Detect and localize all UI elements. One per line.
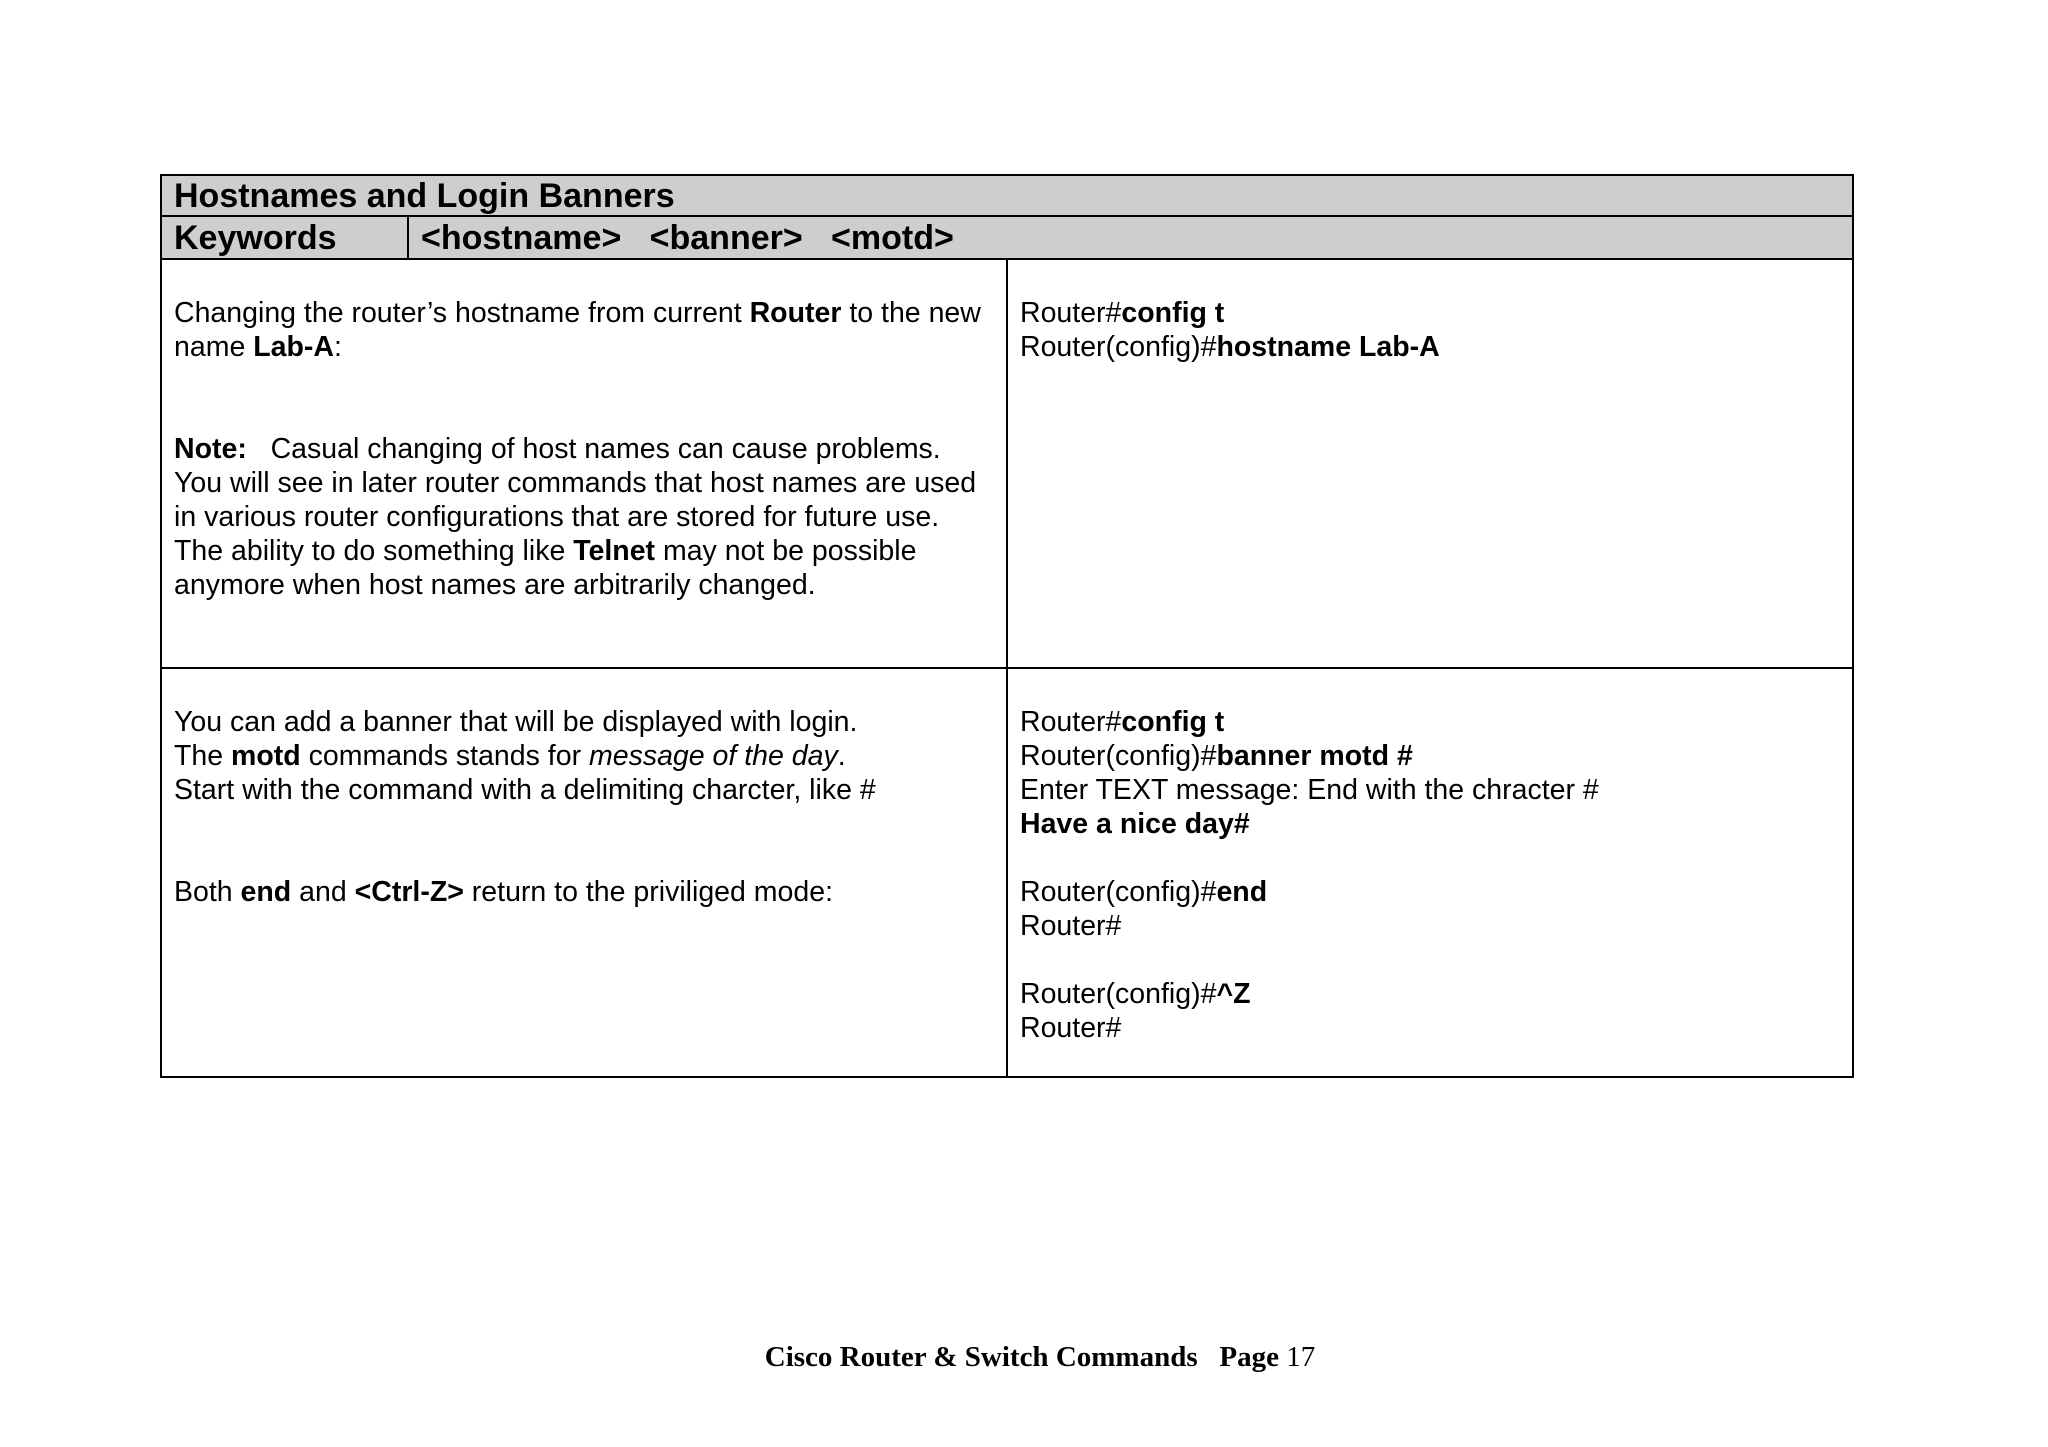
table-title-cell <box>161 175 1853 216</box>
command: config t <box>1121 297 1225 329</box>
ctrl-z-keyword: <Ctrl-Z> <box>354 876 464 908</box>
router-keyword: Router <box>749 297 842 329</box>
banner-line-2 <box>174 739 994 773</box>
footer-page-number: 17 <box>1286 1341 1316 1373</box>
text-span: to the new name <box>174 297 981 363</box>
command-line <box>1020 977 1840 1011</box>
command: end <box>1216 876 1268 908</box>
note-label: Note: <box>174 433 247 465</box>
command-line <box>1020 330 1840 364</box>
hostname-commands-cell <box>1007 259 1853 668</box>
keywords-values: <hostname> <banner> <motd> <box>421 218 954 257</box>
text-span: Both <box>174 876 241 908</box>
text-span: commands stands for <box>300 740 589 772</box>
motd-keyword: motd <box>231 740 301 772</box>
italic-phrase: message of the day <box>588 740 838 772</box>
hostname-description <box>174 296 994 364</box>
end-description <box>174 875 994 909</box>
banner-line-1: You can add a banner that will be displayed with login. <box>174 706 858 738</box>
prompt: Router(config)# <box>1020 978 1217 1010</box>
prompt-line: Router# <box>1020 1012 1122 1044</box>
command-line <box>1020 875 1840 909</box>
text-span: : <box>333 331 342 363</box>
end-keyword: end <box>240 876 292 908</box>
command: hostname Lab-A <box>1216 331 1440 363</box>
output-line: Enter TEXT message: End with the chracter # <box>1020 774 1599 806</box>
banner-description-cell <box>161 668 1007 1077</box>
text-span: The <box>174 740 232 772</box>
banner-text-line <box>1020 807 1840 841</box>
text-span: Casual changing of host names can cause problems. You will see in later router commands that host names are used in various router configurations that are stored for future use. The ability to do something like <box>174 433 985 567</box>
command-line <box>1020 739 1840 773</box>
text-span: may not be possible anymore when host names are arbitrarily changed. <box>174 535 917 601</box>
hostname-description-cell <box>161 259 1007 668</box>
prompt: Router(config)# <box>1020 876 1217 908</box>
text-span: Changing the router’s hostname from current <box>174 297 750 329</box>
prompt: Router# <box>1020 297 1122 329</box>
text-span: and <box>291 876 355 908</box>
command-line <box>1020 296 1840 330</box>
command-table <box>160 174 1854 1078</box>
command: banner motd # <box>1216 740 1413 772</box>
prompt: Router(config)# <box>1020 331 1217 363</box>
footer-title: Cisco Router & Switch Commands <box>764 1341 1198 1373</box>
command: ^Z <box>1216 978 1251 1010</box>
banner-commands-cell <box>1007 668 1853 1077</box>
keywords-row <box>161 216 1853 259</box>
lab-a-keyword: Lab-A <box>253 331 334 363</box>
text-span: . <box>837 740 846 772</box>
telnet-keyword: Telnet <box>573 535 656 567</box>
command-line <box>1020 705 1840 739</box>
prompt: Router(config)# <box>1020 740 1217 772</box>
command: config t <box>1121 706 1225 738</box>
text-span: return to the priviliged mode: <box>463 876 833 908</box>
prompt-line: Router# <box>1020 910 1122 942</box>
page-footer <box>0 1340 2048 1374</box>
hostname-note <box>174 432 994 602</box>
prompt: Router# <box>1020 706 1122 738</box>
banner-line-3: Start with the command with a delimiting charcter, like # <box>174 774 876 806</box>
banner-text: Have a nice day# <box>1020 808 1250 840</box>
keywords-label: Keywords <box>162 217 409 258</box>
footer-page-label: Page <box>1219 1341 1279 1373</box>
table-title: Hostnames and Login Banners <box>174 177 675 215</box>
